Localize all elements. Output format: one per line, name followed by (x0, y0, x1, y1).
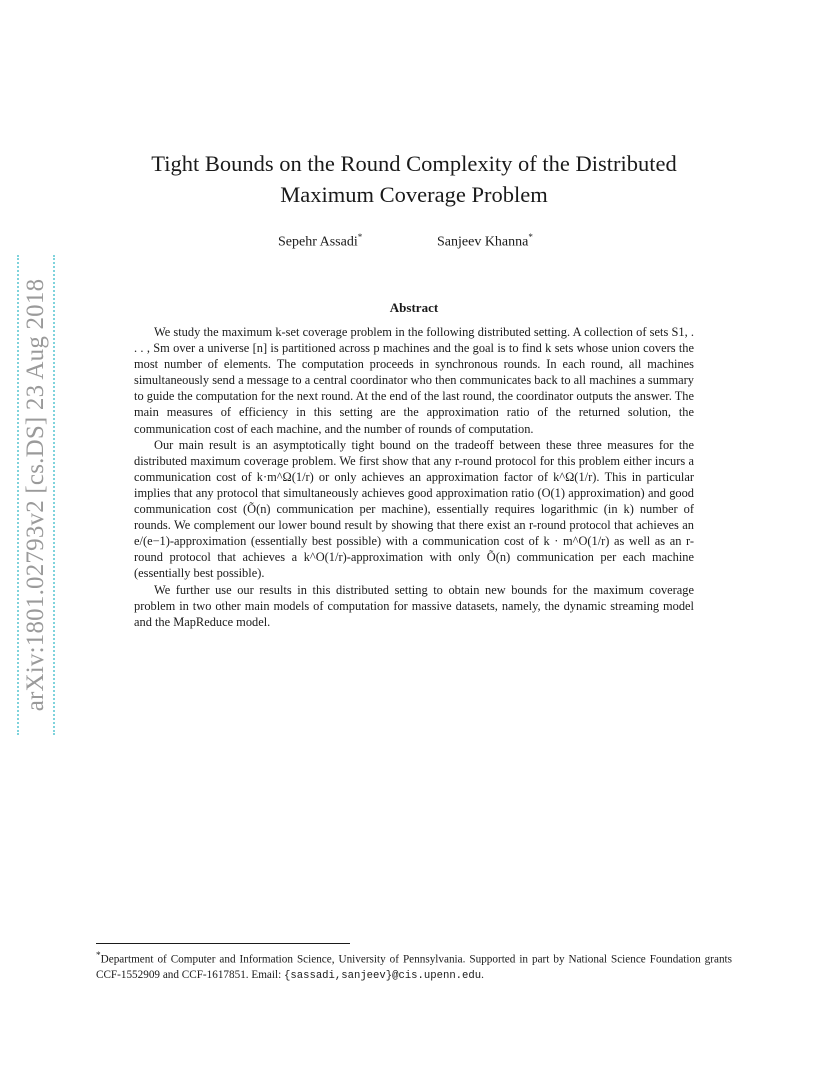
abstract-body (134, 324, 694, 630)
title-line-2: Maximum Coverage Problem (280, 182, 548, 207)
footnote-email: {sassadi,sanjeev}@cis.upenn.edu (284, 969, 482, 982)
footnote-text: Department of Computer and Information Science, University of Pennsylvania. Supported in part by National Science Foundation grants CCF-1552909 and CCF-1617851. Email: (96, 953, 732, 981)
abstract-paragraph-2: Our main result is an asymptotically tight bound on the tradeoff between these three measures for the distributed maximum coverage problem. We first show that any r-round protocol for this problem either incurs a communication cost of k·m^Ω(1/r) or only achieves an approximation factor of k^Ω(1/r). This in particular implies that any protocol that simultaneously achieves good approximation ratio (O(1) approximation) and good communication cost (Õ(n) communication per machine), essentially requires logarithmic (in k) number of rounds. We complement our lower bound result by showing that there exist an r-round protocol that achieves an e/(e−1)-approximation (essentially best possible) with a communication cost of k · m^O(1/r) as well as an r-round protocol that achieves a k^O(1/r)-approximation with only Õ(n) communication per each machine (essentially best possible). (134, 437, 694, 581)
author-footnote-mark: * (528, 232, 533, 242)
arxiv-stamp (17, 255, 55, 735)
abstract-paragraph-1: We study the maximum k-set coverage problem in the following distributed setting. A collection of sets S1, . . . , Sm over a universe [n] is partitioned across p machines and the goal is to find k sets whose union covers the most number of elements. The computation proceeds in synchronous rounds. In each round, all machines simultaneously send a message to a central coordinator who then communicates back to all machines a summary to guide the computation for the next round. At the end of the last round, the coordinator outputs the answer. The main measures of efficiency in this setting are the approximation ratio of the returned solution, the communication cost of each machine, and the number of rounds of computation. (134, 325, 694, 436)
footnote-rule (96, 943, 350, 944)
footnote-mark: * (96, 951, 101, 961)
author-1 (278, 228, 362, 252)
author-name: Sepehr Assadi (278, 234, 358, 250)
abstract-paragraph-3: We further use our results in this distributed setting to obtain new bounds for the maximum coverage problem in two other main models of computation for massive datasets, namely, the dynamic streaming model and the MapReduce model. (134, 582, 694, 629)
footnote (96, 949, 732, 984)
author-name: Sanjeev Khanna (437, 234, 529, 250)
author-2 (437, 228, 533, 252)
arxiv-identifier: arXiv:1801.02793v2 [cs.DS] 23 Aug 2018 (22, 278, 49, 712)
paper-title (100, 148, 728, 210)
title-line-1: Tight Bounds on the Round Complexity of the Distributed (151, 151, 677, 176)
author-footnote-mark: * (357, 232, 363, 242)
footnote-end: . (481, 968, 484, 981)
abstract-heading: Abstract (389, 300, 439, 315)
